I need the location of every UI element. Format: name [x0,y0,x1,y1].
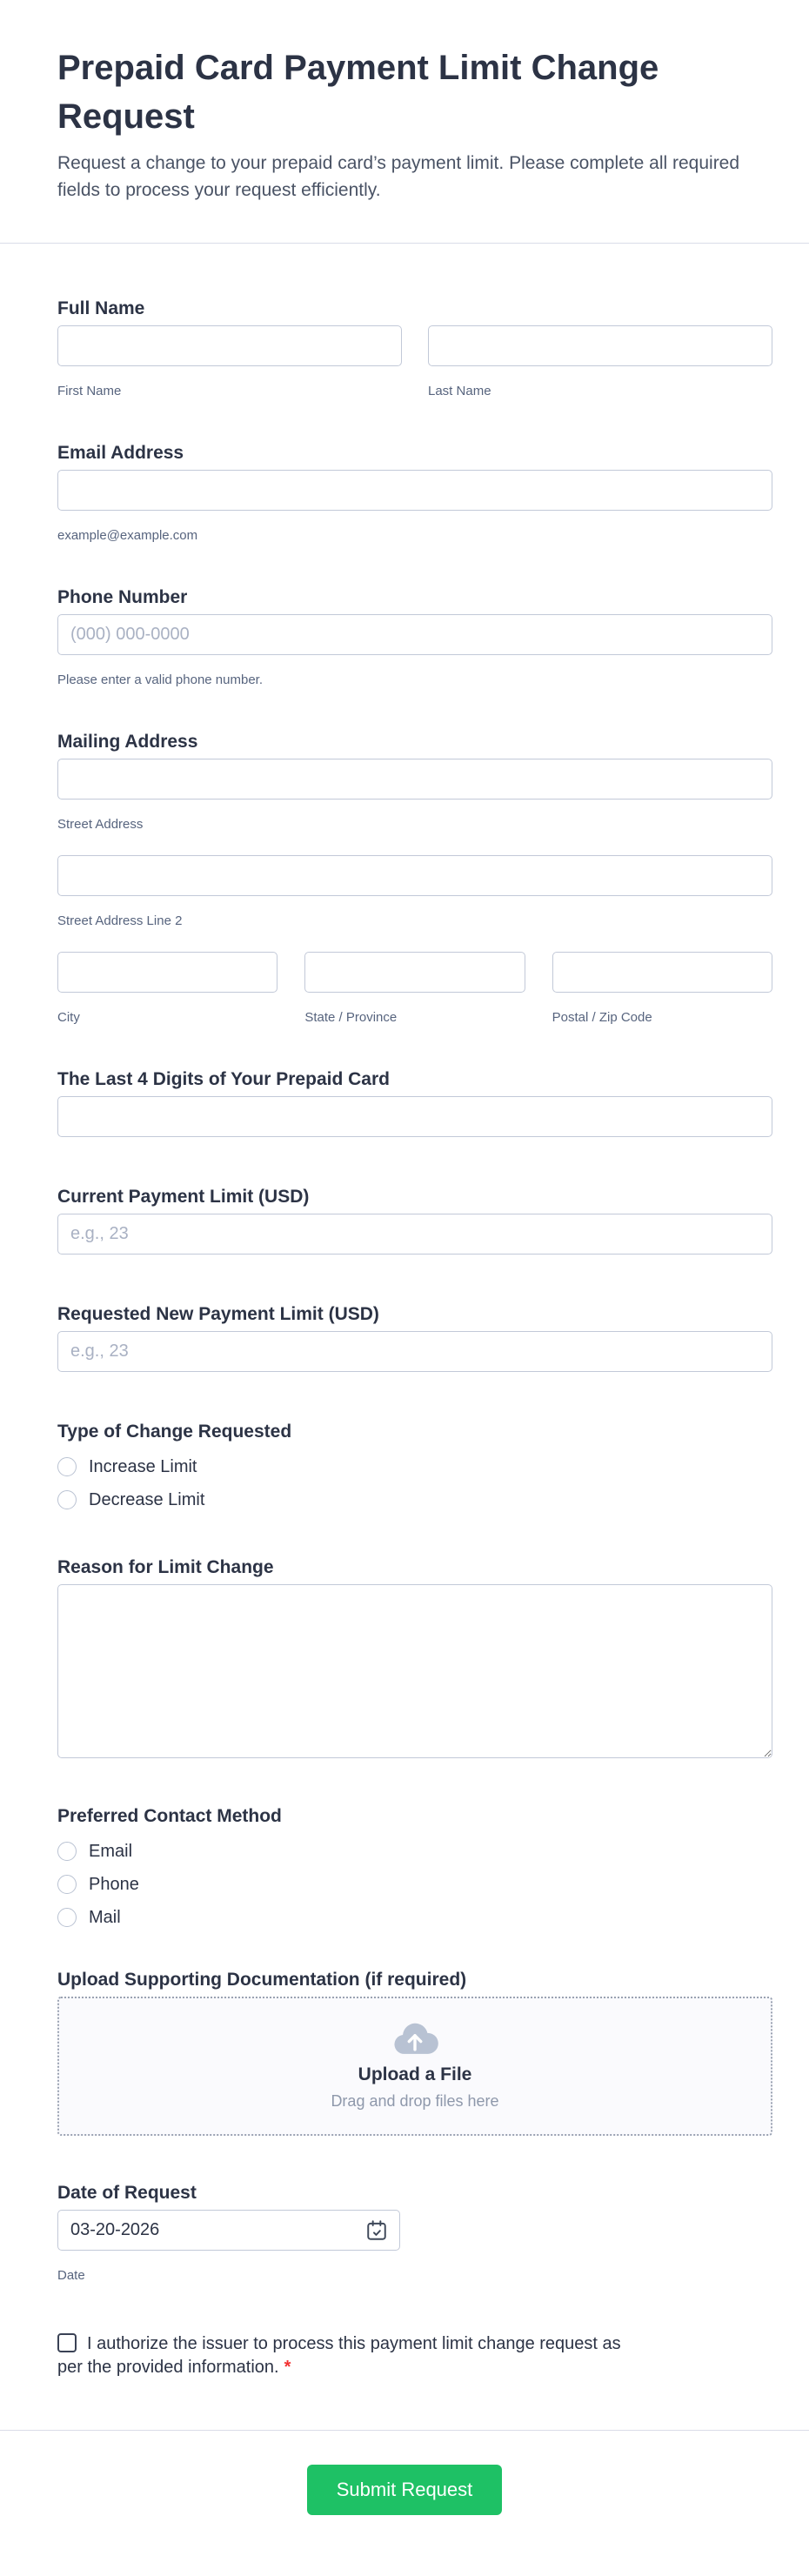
field-email [57,440,772,544]
last-name-sublabel: Last Name [428,384,491,398]
radio-circle-icon[interactable] [57,1875,77,1894]
field-mailing-address [57,729,772,1026]
radio-contact-phone[interactable] [57,1868,772,1901]
radio-circle-icon[interactable] [57,1490,77,1509]
radio-contact-mail-label: Mail [89,1907,121,1927]
authorization-checkbox[interactable] [57,2333,77,2352]
cloud-upload-icon [391,2023,438,2056]
radio-contact-mail[interactable] [57,1901,772,1934]
field-phone [57,585,772,688]
form-body [0,296,809,2379]
field-new-limit [57,1301,772,1372]
state-sublabel: State / Province [304,1010,398,1025]
current-limit-label: Current Payment Limit (USD) [57,1187,310,1207]
state-input[interactable] [304,952,525,993]
upload-label: Upload Supporting Documentation (if required) [57,1970,467,1990]
street-address-input[interactable] [57,759,772,800]
upload-file-button-text[interactable]: Upload a File [358,2064,472,2084]
new-limit-label: Requested New Payment Limit (USD) [57,1304,379,1324]
email-sublabel: example@example.com [57,528,198,543]
email-label: Email Address [57,443,184,463]
full-name-label: Full Name [57,298,145,318]
street-address2-sublabel: Street Address Line 2 [57,913,183,928]
authorization-text-line2: per the provided information. [57,2358,279,2377]
submit-row [0,2465,809,2515]
radio-increase-limit-label: Increase Limit [89,1456,197,1476]
date-input-wrap [57,2210,400,2251]
radio-circle-icon[interactable] [57,1908,77,1927]
field-current-limit [57,1184,772,1255]
required-asterisk: * [284,2358,291,2377]
footer-divider [0,2430,809,2431]
field-reason [57,1555,772,1758]
first-name-sublabel: First Name [57,384,122,398]
field-last4 [57,1067,772,1137]
field-upload [57,1967,772,2136]
header-divider [0,243,809,244]
street-address-sublabel: Street Address [57,817,144,832]
authorization-row[interactable] [57,2332,719,2379]
upload-dropzone[interactable] [57,1997,772,2136]
date-sublabel: Date [57,2268,85,2283]
phone-label: Phone Number [57,587,188,607]
form-header [0,43,809,204]
change-type-label: Type of Change Requested [57,1422,292,1442]
email-input[interactable] [57,470,772,511]
date-input[interactable] [57,2210,400,2251]
radio-contact-email[interactable] [57,1835,772,1868]
city-input[interactable] [57,952,277,993]
submit-button[interactable]: Submit Request [307,2465,502,2515]
field-change-type [57,1419,772,1516]
mailing-address-label: Mailing Address [57,732,198,752]
radio-circle-icon[interactable] [57,1842,77,1861]
radio-contact-phone-label: Phone [89,1874,139,1894]
city-state-zip-row [57,952,772,1026]
street-address2-row [57,855,772,929]
date-label: Date of Request [57,2183,197,2203]
contact-method-label: Preferred Contact Method [57,1806,282,1826]
radio-contact-email-label: Email [89,1841,133,1861]
phone-input[interactable] [57,614,772,655]
calendar-icon[interactable] [365,2219,388,2242]
last-name-col [428,325,772,399]
first-name-input[interactable] [57,325,402,366]
state-col [304,952,525,1026]
street-address-row [57,759,772,833]
zip-sublabel: Postal / Zip Code [552,1010,652,1025]
upload-hint-text: Drag and drop files here [331,2091,499,2110]
zip-col [552,952,772,1026]
contact-method-options [57,1835,772,1934]
current-limit-input[interactable] [57,1214,772,1255]
change-type-options [57,1450,772,1516]
reason-label: Reason for Limit Change [57,1557,274,1577]
new-limit-input[interactable] [57,1331,772,1372]
radio-decrease-limit-label: Decrease Limit [89,1489,205,1509]
radio-decrease-limit[interactable] [57,1483,772,1516]
field-full-name [57,296,772,399]
reason-textarea[interactable] [57,1584,772,1758]
first-name-col [57,325,402,399]
city-sublabel: City [57,1010,80,1025]
phone-sublabel: Please enter a valid phone number. [57,672,263,687]
city-col [57,952,277,1026]
page-description: Request a change to your prepaid card’s payment limit. Please complete all required fields to process your request efficiently. [57,153,740,200]
radio-increase-limit[interactable] [57,1450,772,1483]
page-title: Prepaid Card Payment Limit Change Request [57,49,659,136]
last-name-input[interactable] [428,325,772,366]
field-contact-method [57,1803,772,1934]
authorization-text-line1: I authorize the issuer to process this payment limit change request as [87,2334,621,2353]
radio-circle-icon[interactable] [57,1457,77,1476]
field-date [57,2180,772,2284]
last4-label: The Last 4 Digits of Your Prepaid Card [57,1069,390,1089]
zip-input[interactable] [552,952,772,993]
last4-input[interactable] [57,1096,772,1137]
street-address2-input[interactable] [57,855,772,896]
